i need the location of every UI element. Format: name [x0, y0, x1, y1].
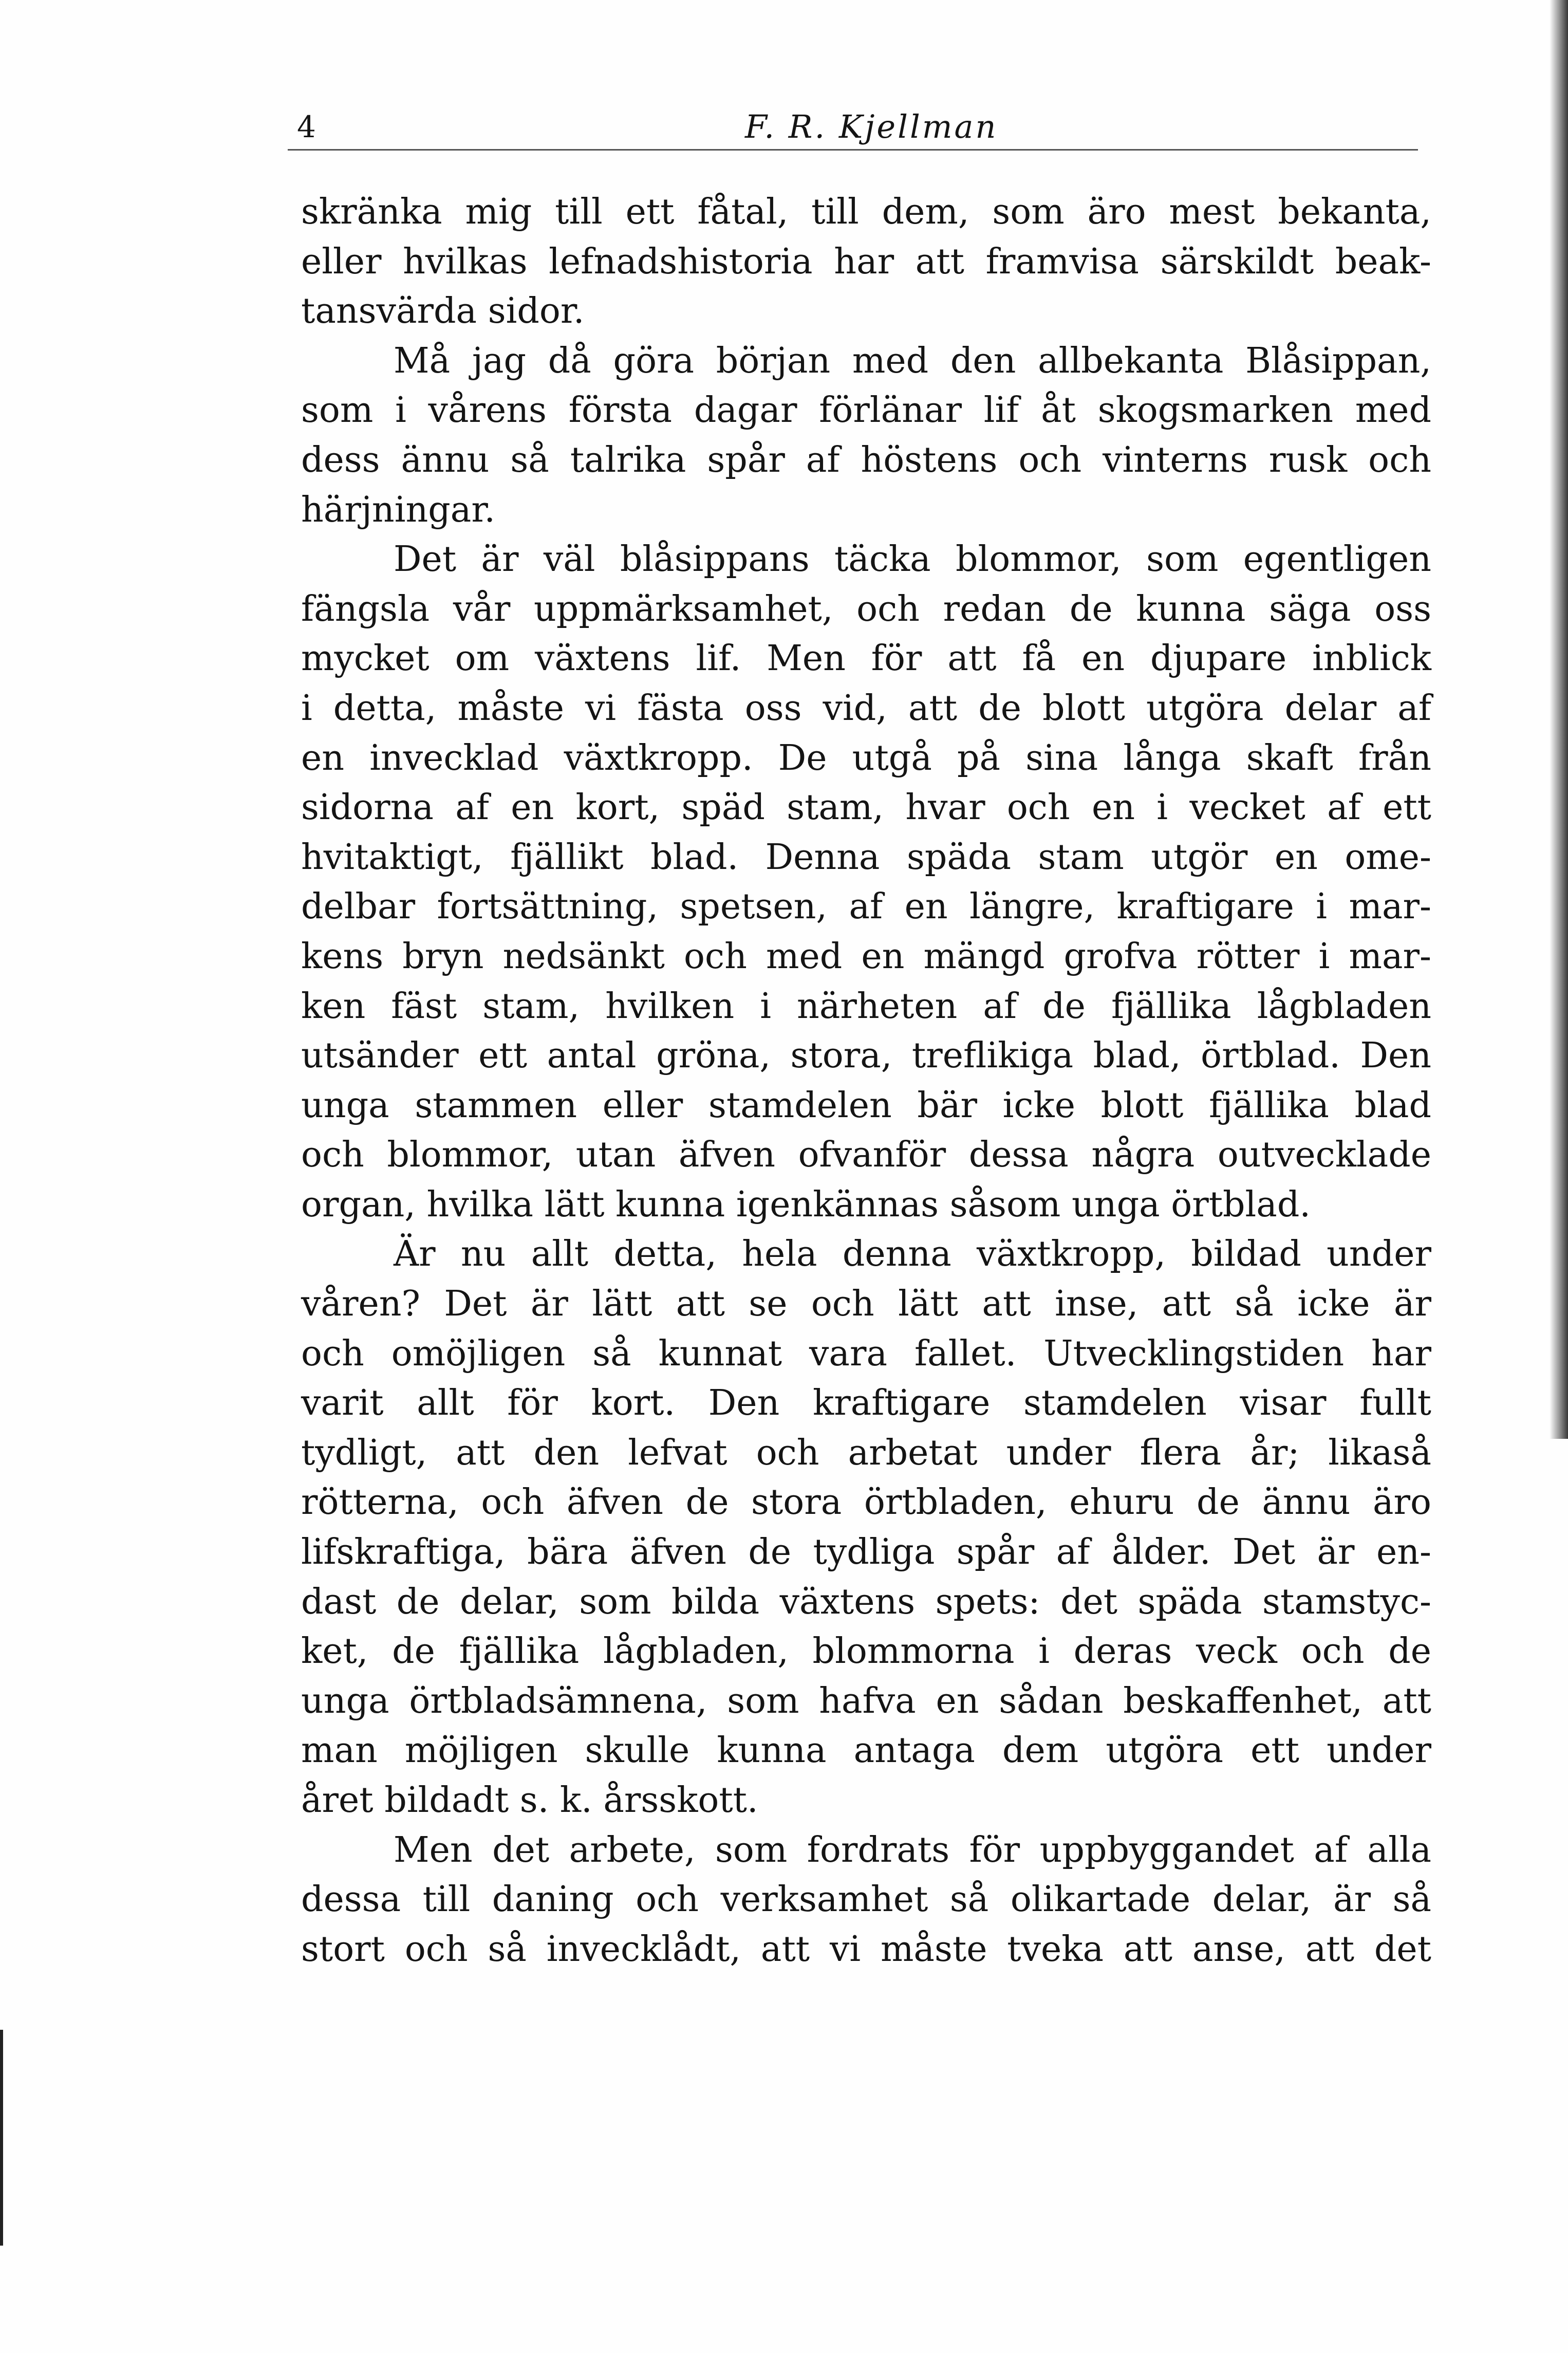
text-line: tydligt, att den lefvat och arbetat under flera år; likaså	[301, 1432, 1431, 1473]
text-line: som i vårens första dagar förlänar lif åt skogsmarken med	[301, 390, 1431, 431]
text-line: härjningar.	[301, 489, 495, 530]
page-number: 4	[297, 109, 316, 144]
text-line: organ, hvilka lätt kunna igenkännas såsom unga örtblad.	[301, 1184, 1311, 1225]
text-line: varit allt för kort. Den kraftigare stamdelen visar fullt	[301, 1383, 1431, 1424]
text-line: rötterna, och äfven de stora örtbladen, ehuru de ännu äro	[301, 1482, 1431, 1523]
body-text	[301, 188, 1431, 1974]
scan-edge-mark	[0, 2030, 3, 2246]
header-rule	[288, 149, 1418, 151]
text-line: Det är väl blåsippans täcka blommor, som egentligen	[394, 539, 1431, 580]
text-line: Men det arbete, som fordrats för uppbyggandet af alla	[394, 1829, 1431, 1870]
text-line: hvitaktigt, fjällikt blad. Denna späda stam utgör en ome-	[301, 837, 1431, 878]
text-line: ken fäst stam, hvilken i närheten af de fjällika lågbladen	[301, 986, 1431, 1027]
text-line: våren? Det är lätt att se och lätt att inse, att så icke är	[301, 1284, 1431, 1325]
text-line: eller hvilkas lefnadshistoria har att framvisa särskildt beak-	[301, 241, 1431, 282]
text-line: fängsla vår uppmärksamhet, och redan de kunna säga oss	[301, 588, 1431, 629]
text-line: mycket om växtens lif. Men för att få en djupare inblick	[301, 638, 1431, 679]
text-line: och blommor, utan äfven ofvanför dessa några outvecklade	[301, 1135, 1431, 1176]
text-line: unga örtbladsämnena, som hafva en sådan beskaffenhet, att	[301, 1680, 1431, 1721]
text-line: Må jag då göra början med den allbekanta Blåsippan,	[394, 340, 1431, 381]
text-line: stort och så invecklådt, att vi måste tveka att anse, att det	[301, 1929, 1431, 1970]
text-line: och omöjligen så kunnat vara fallet. Utvecklingstiden har	[301, 1333, 1431, 1374]
text-line: Är nu allt detta, hela denna växtkropp, bildad under	[394, 1234, 1431, 1275]
binding-shadow	[1550, 0, 1568, 1439]
text-line: dessa till daning och verksamhet så olikartade delar, är så	[301, 1879, 1431, 1920]
text-line: tansvärda sidor.	[301, 291, 585, 332]
text-line: dast de delar, som bilda växtens spets: det späda stamstyc-	[301, 1581, 1431, 1622]
text-line: unga stammen eller stamdelen bär icke blott fjällika blad	[301, 1085, 1431, 1126]
running-head: F. R. Kjellman	[745, 108, 998, 145]
text-line: utsänder ett antal gröna, stora, treflikiga blad, örtblad. Den	[301, 1035, 1431, 1077]
text-line: lifskraftiga, bära äfven de tydliga spår af ålder. Det är en-	[301, 1532, 1431, 1573]
text-line: ket, de fjällika lågbladen, blommorna i deras veck och de	[301, 1631, 1431, 1672]
text-line: en invecklad växtkropp. De utgå på sina långa skaft från	[301, 737, 1431, 779]
text-line: delbar fortsättning, spetsen, af en längre, kraftigare i mar-	[301, 886, 1431, 928]
text-line: sidorna af en kort, späd stam, hvar och en i vecket af ett	[301, 787, 1431, 828]
text-line: man möjligen skulle kunna antaga dem utgöra ett under	[301, 1730, 1431, 1771]
text-line: dess ännu så talrika spår af höstens och vinterns rusk och	[301, 439, 1431, 480]
text-line: kens bryn nedsänkt och med en mängd grofva rötter i mar-	[301, 936, 1431, 977]
text-line: i detta, måste vi fästa oss vid, att de blott utgöra delar af	[301, 688, 1431, 729]
page-header	[288, 98, 1418, 159]
text-line: året bildadt s. k. årsskott.	[301, 1780, 758, 1821]
text-line: skränka mig till ett fåtal, till dem, som äro mest bekanta,	[301, 192, 1431, 232]
